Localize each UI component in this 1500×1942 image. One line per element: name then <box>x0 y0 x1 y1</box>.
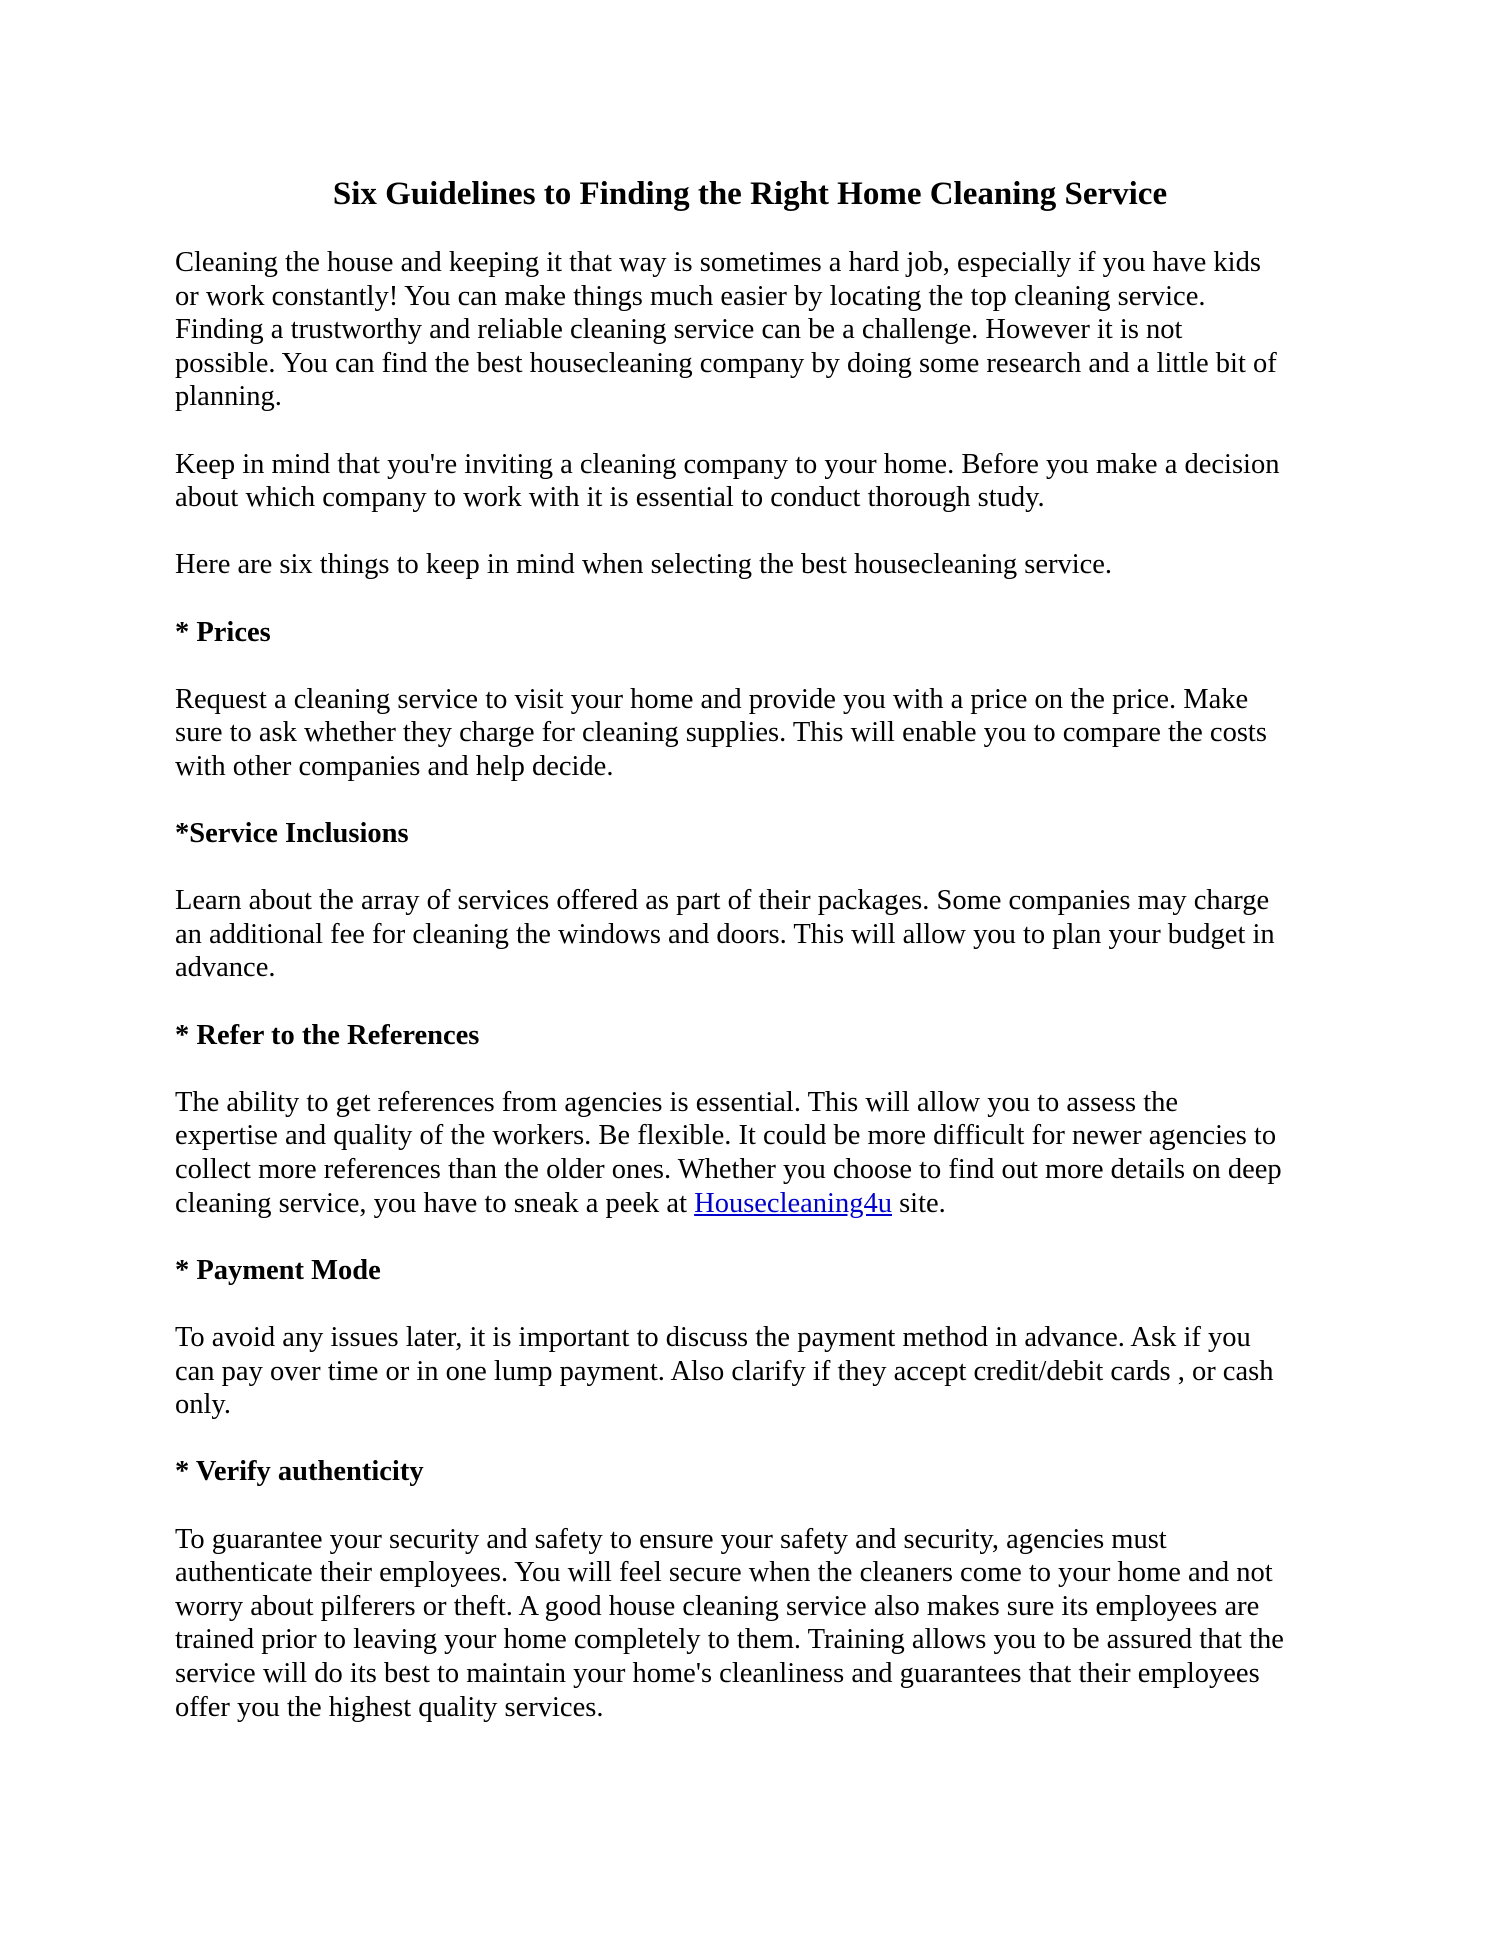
text-line: about which company to work with it is essential to conduct thorough study. <box>175 482 1045 514</box>
text-line: service will do its best to maintain your home's cleanliness and guarantees that their employees <box>175 1657 1260 1689</box>
section-heading-service-inclusions: *Service Inclusions <box>175 818 409 850</box>
text-line: offer you the highest quality services. <box>175 1691 604 1723</box>
section-paragraph <box>175 1321 1375 1422</box>
text-line: an additional fee for cleaning the windows and doors. This will allow you to plan your budget in <box>175 918 1275 950</box>
section-paragraph <box>175 1523 1375 1725</box>
text-segment: cleaning service, you have to sneak a peek at <box>175 1187 695 1219</box>
section-heading-verify-authenticity: * Verify authenticity <box>175 1456 424 1488</box>
intro-paragraph <box>175 246 1375 414</box>
text-line: To avoid any issues later, it is important to discuss the payment method in advance. Ask if you <box>175 1322 1251 1353</box>
text-line: advance. <box>175 952 276 984</box>
section-heading-references: * Refer to the References <box>175 1019 480 1051</box>
text-line: To guarantee your security and safety to ensure your safety and security, agencies must <box>175 1523 1167 1555</box>
text-line: only. <box>175 1389 231 1421</box>
intro-paragraph <box>175 548 1375 582</box>
text-segment: site. <box>891 1187 946 1219</box>
section-paragraph <box>175 884 1375 985</box>
text-line: authenticate their employees. You will feel secure when the cleaners come to your home and not <box>175 1557 1273 1589</box>
page-title: Six Guidelines to Finding the Right Home Cleaning Service <box>332 176 1168 212</box>
text-line: Keep in mind that you're inviting a cleaning company to your home. Before you make a decision <box>175 448 1280 480</box>
document-body <box>175 246 1375 1758</box>
text-line: Request a cleaning service to visit your home and provide you with a price on the price. Make <box>175 683 1249 715</box>
text-line: or work constantly! You can make things much easier by locating the top cleaning service. <box>175 280 1206 312</box>
text-line: The ability to get references from agencies is essential. This will allow you to assess the <box>175 1086 1179 1118</box>
text-line: possible. You can find the best housecleaning company by doing some research and a little bit of <box>175 347 1277 379</box>
text-line: with other companies and help decide. <box>175 750 614 782</box>
text-line: Cleaning the house and keeping it that way is sometimes a hard job, especially if you have kids <box>175 247 1261 278</box>
section-heading-payment-mode: * Payment Mode <box>175 1254 381 1286</box>
section-heading-prices: * Prices <box>175 616 271 648</box>
text-line <box>175 1187 1375 1221</box>
text-line: Here are six things to keep in mind when selecting the best housecleaning service. <box>175 549 1113 581</box>
section-paragraph <box>175 683 1375 784</box>
text-line: expertise and quality of the workers. Be flexible. It could be more difficult for newer agencies to <box>175 1120 1277 1152</box>
text-line: can pay over time or in one lump payment. Also clarify if they accept credit/debit cards , or cash <box>175 1355 1274 1387</box>
text-line: worry about pilferers or theft. A good house cleaning service also makes sure its employees are <box>175 1590 1260 1622</box>
intro-paragraph <box>175 448 1375 515</box>
housecleaning4u-link[interactable]: Housecleaning4u <box>694 1187 892 1219</box>
text-line: Learn about the array of services offered as part of their packages. Some companies may charge <box>175 885 1270 917</box>
section-paragraph <box>175 1086 1375 1220</box>
text-line: sure to ask whether they charge for cleaning supplies. This will enable you to compare the costs <box>175 717 1267 749</box>
text-line: trained prior to leaving your home completely to them. Training allows you to be assured that the <box>175 1624 1284 1656</box>
text-line: collect more references than the older ones. Whether you choose to find out more details on deep <box>175 1154 1282 1186</box>
text-line: Finding a trustworthy and reliable cleaning service can be a challenge. However it is not <box>175 314 1183 346</box>
text-line: planning. <box>175 381 282 413</box>
